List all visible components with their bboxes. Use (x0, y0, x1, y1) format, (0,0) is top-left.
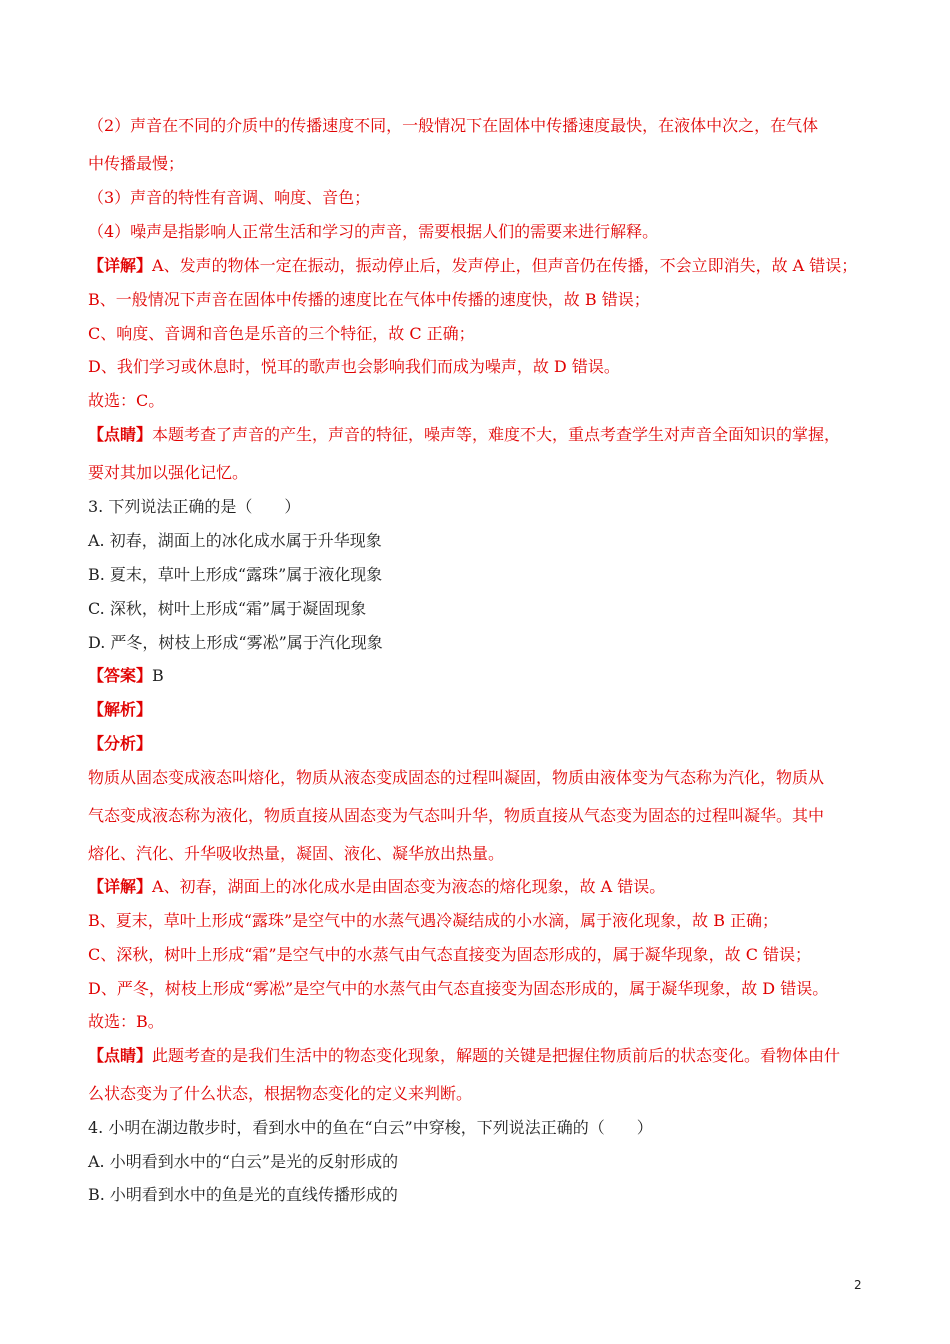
q3-answer-value: B (152, 666, 164, 685)
q2-comment-b: 要对其加以强化记忆。 (88, 463, 249, 482)
q3-question: 3. 下列说法正确的是（ ） (88, 497, 301, 516)
q3-analysis-c: 熔化、汽化、升华吸收热量，凝固、液化、凝华放出热量。 (88, 844, 505, 863)
q2-analysis-point2-a: （2）声音在不同的介质中的传播速度不同，一般情况下在固体中传播速度最快，在液体中次之，在气体 (88, 116, 819, 135)
q3-comment-b: 么状态变为了什么状态，根据物态变化的定义来判断。 (88, 1084, 473, 1103)
q3-option-b: B. 夏末，草叶上形成“露珠”属于液化现象 (88, 565, 383, 584)
q3-answer-tag: 【答案】 (88, 666, 153, 685)
q2-comment-tag: 【点睛】 (88, 425, 153, 444)
q2-comment-a-text: 本题考查了声音的产生，声音的特征，噪声等，难度不大，重点考查学生对声音全面知识的掌握， (152, 425, 841, 444)
q3-analysis-a: 物质从固态变成液态叫熔化，物质从液态变成固态的过程叫凝固，物质由液体变为气态称为汽化，物质从 (88, 768, 825, 787)
q2-analysis-point3: （3）声音的特性有音调、响度、音色； (88, 188, 371, 207)
q4-question: 4. 小明在湖边散步时，看到水中的鱼在“白云”中穿梭，下列说法正确的（ ） (88, 1118, 653, 1137)
q3-option-d: D. 严冬，树枝上形成“雾凇”属于汽化现象 (88, 633, 383, 652)
q3-comment-tag: 【点睛】 (88, 1046, 153, 1065)
q3-detail-d: D、严冬，树枝上形成“雾凇”是空气中的水蒸气由气态直接变为固态形成的，属于凝华现象，故 D 错误。 (88, 979, 829, 998)
q4-option-b: B. 小明看到水中的鱼是光的直线传播形成的 (88, 1185, 398, 1204)
q2-choice: 故选：C。 (88, 391, 165, 410)
q3-option-a: A. 初春，湖面上的冰化成水属于升华现象 (88, 531, 382, 550)
q2-detail-d: D、我们学习或休息时，悦耳的歌声也会影响我们而成为噪声，故 D 错误。 (88, 357, 620, 376)
q3-comment-a (88, 1045, 866, 1067)
q3-detail-c: C、深秋，树叶上形成“霜”是空气中的水蒸气由气态直接变为固态形成的，属于凝华现象，故 C 错误； (88, 945, 812, 964)
q3-detail-b: B、夏末，草叶上形成“露珠”是空气中的水蒸气遇冷凝结成的小水滴，属于液化现象，故 B 正确； (88, 911, 779, 930)
q3-detail-tag: 【详解】 (88, 877, 153, 896)
q3-choice: 故选：B。 (88, 1012, 164, 1031)
q3-comment-a-text: 此题考查的是我们生活中的物态变化现象，解题的关键是把握住物质前后的状态变化。看物体由什 (152, 1046, 841, 1065)
q2-analysis-point4: （4）噪声是指影响人正常生活和学习的声音，需要根据人们的需要来进行解释。 (88, 222, 659, 241)
q2-detail-b: B、一般情况下声音在固体中传播的速度比在气体中传播的速度快，故 B 错误； (88, 290, 650, 309)
q3-option-c: C. 深秋，树叶上形成“霜”属于凝固现象 (88, 599, 367, 618)
q2-detail-a (88, 255, 866, 277)
q3-explain-tag: 【解析】 (88, 700, 153, 719)
q3-analysis-tag: 【分析】 (88, 734, 153, 753)
q3-detail-a (88, 876, 866, 898)
q2-comment-a (88, 424, 866, 446)
q2-analysis-point2-b: 中传播最慢； (88, 154, 185, 173)
q4-option-a: A. 小明看到水中的“白云”是光的反射形成的 (88, 1152, 399, 1171)
q3-detail-a-text: A、初春，湖面上的冰化成水是由固态变为液态的熔化现象，故 A 错误。 (152, 877, 666, 896)
q2-detail-a-text: A、发声的物体一定在振动，振动停止后，发声停止，但声音仍在传播，不会立即消失，故 A 错误； (152, 256, 858, 275)
q2-detail-tag: 【详解】 (88, 256, 153, 275)
q3-analysis-b: 气态变成液态称为液化，物质直接从固态变为气态叫升华，物质直接从气态变为固态的过程叫凝华。其中 (88, 806, 825, 825)
q2-detail-c: C、响度、音调和音色是乐音的三个特征，故 C 正确； (88, 324, 475, 343)
page-number: 2 (854, 1278, 862, 1292)
q3-answer (88, 665, 866, 687)
